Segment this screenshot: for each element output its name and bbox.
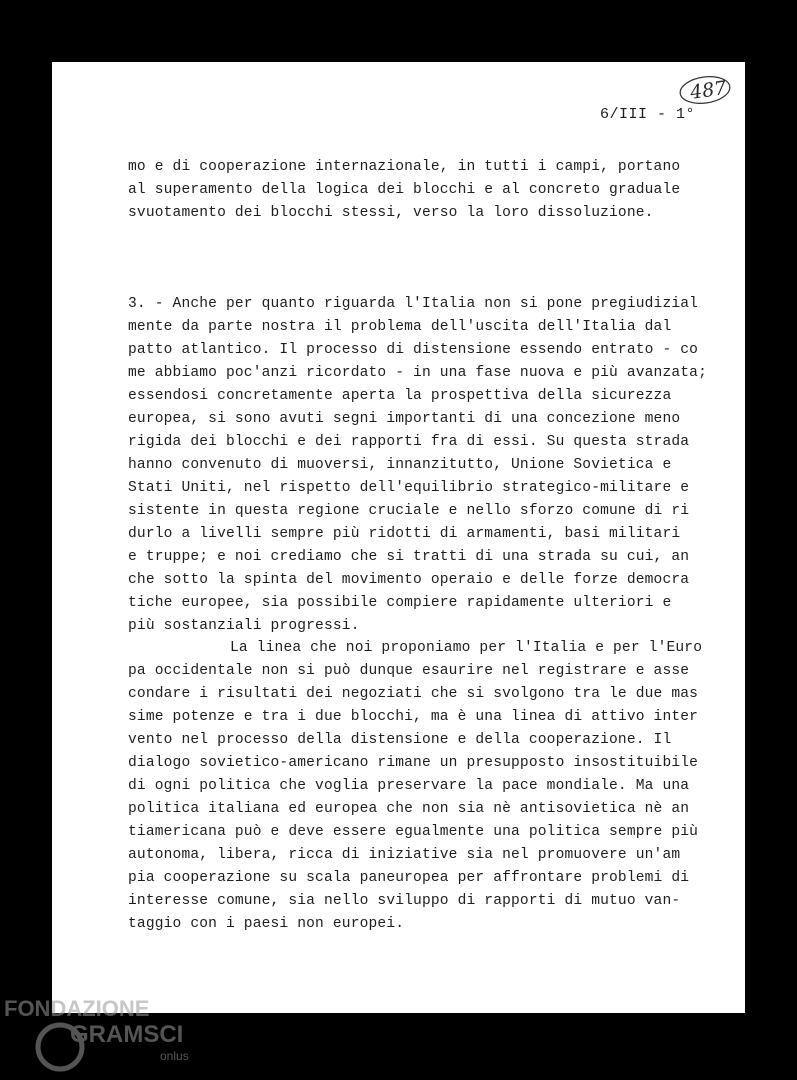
svg-text:487: 487: [688, 76, 728, 104]
text-line: mente da parte nostra il problema dell'uscita dell'Italia dal: [128, 319, 672, 335]
text-line: Stati Uniti, nel rispetto dell'equilibrio strategico-militare e: [128, 480, 690, 496]
text-line: autonoma, libera, ricca di iniziative sia nel promuovere un'am: [128, 847, 681, 863]
text-line: e truppe; e noi crediamo che si tratti di una strada su cui, an: [128, 549, 690, 565]
text-line: pa occidentale non si può dunque esaurire nel registrare e asse: [128, 663, 690, 679]
text-line: sistente in questa regione cruciale e nello sforzo comune di ri: [128, 503, 690, 519]
watermark-line2: GRAMSCI: [70, 1021, 184, 1048]
text-line: La linea che noi proponiamo per l'Italia e per l'Euro: [230, 640, 703, 656]
text-line: patto atlantico. Il processo di distensione essendo entrato - co: [128, 342, 699, 358]
text-line: essendosi concretamente aperta la prospettiva della sicurezza: [128, 388, 672, 404]
text-line: hanno convenuto di muoversi, innanzitutto, Unione Sovietica e: [128, 457, 672, 473]
text-line: tiamericana può e deve essere egualmente una politica sempre più: [128, 824, 699, 840]
text-line: vento nel processo della distensione e della cooperazione. Il: [128, 732, 672, 748]
text-line: pia cooperazione su scala paneuropea per affrontare problemi di: [128, 870, 690, 886]
text-line: che sotto la spinta del movimento operaio e delle forze democra: [128, 572, 690, 588]
text-line: europea, si sono avuti segni importanti di una concezione meno: [128, 411, 681, 427]
fondazione-gramsci-watermark: [0, 990, 200, 1080]
text-line: sime potenze e tra i due blocchi, ma è una linea di attivo inter: [128, 709, 699, 725]
text-line: al superamento della logica dei blocchi e al concreto graduale: [128, 182, 681, 198]
text-line: 3. - Anche per quanto riguarda l'Italia non si pone pregiudizial: [128, 296, 699, 312]
text-line: mo e di cooperazione internazionale, in tutti i campi, portano: [128, 159, 681, 175]
watermark-line1: FONDAZIONE: [4, 996, 150, 1021]
text-line: dialogo sovietico-americano rimane un presupposto insostituibile: [128, 755, 699, 771]
text-line: tiche europee, sia possibile compiere rapidamente ulteriori e: [128, 595, 672, 611]
text-line: politica italiana ed europea che non sia nè antisovietica nè an: [128, 801, 690, 817]
text-line: rigida dei blocchi e dei rapporti fra di essi. Su questa strada: [128, 434, 690, 450]
text-line: durlo a livelli sempre più ridotti di armamenti, basi militari: [128, 526, 681, 542]
text-line: me abbiamo poc'anzi ricordato - in una fase nuova e più avanzata;: [128, 365, 707, 381]
text-line: taggio con i paesi non europei.: [128, 916, 405, 932]
text-line: svuotamento dei blocchi stessi, verso la loro dissoluzione.: [128, 205, 654, 221]
text-line: condare i risultati dei negoziati che si svolgono tra le due mas: [128, 686, 699, 702]
watermark-line3: onlus: [160, 1049, 189, 1063]
text-line: più sostanziali progressi.: [128, 618, 360, 634]
text-line: interesse comune, sia nello sviluppo di rapporti di mutuo van-: [128, 893, 681, 909]
text-line: di ogni politica che voglia preservare la pace mondiale. Ma una: [128, 778, 690, 794]
handwritten-page-number: [676, 70, 732, 108]
folio-number: 6/III - 1°: [600, 106, 696, 123]
